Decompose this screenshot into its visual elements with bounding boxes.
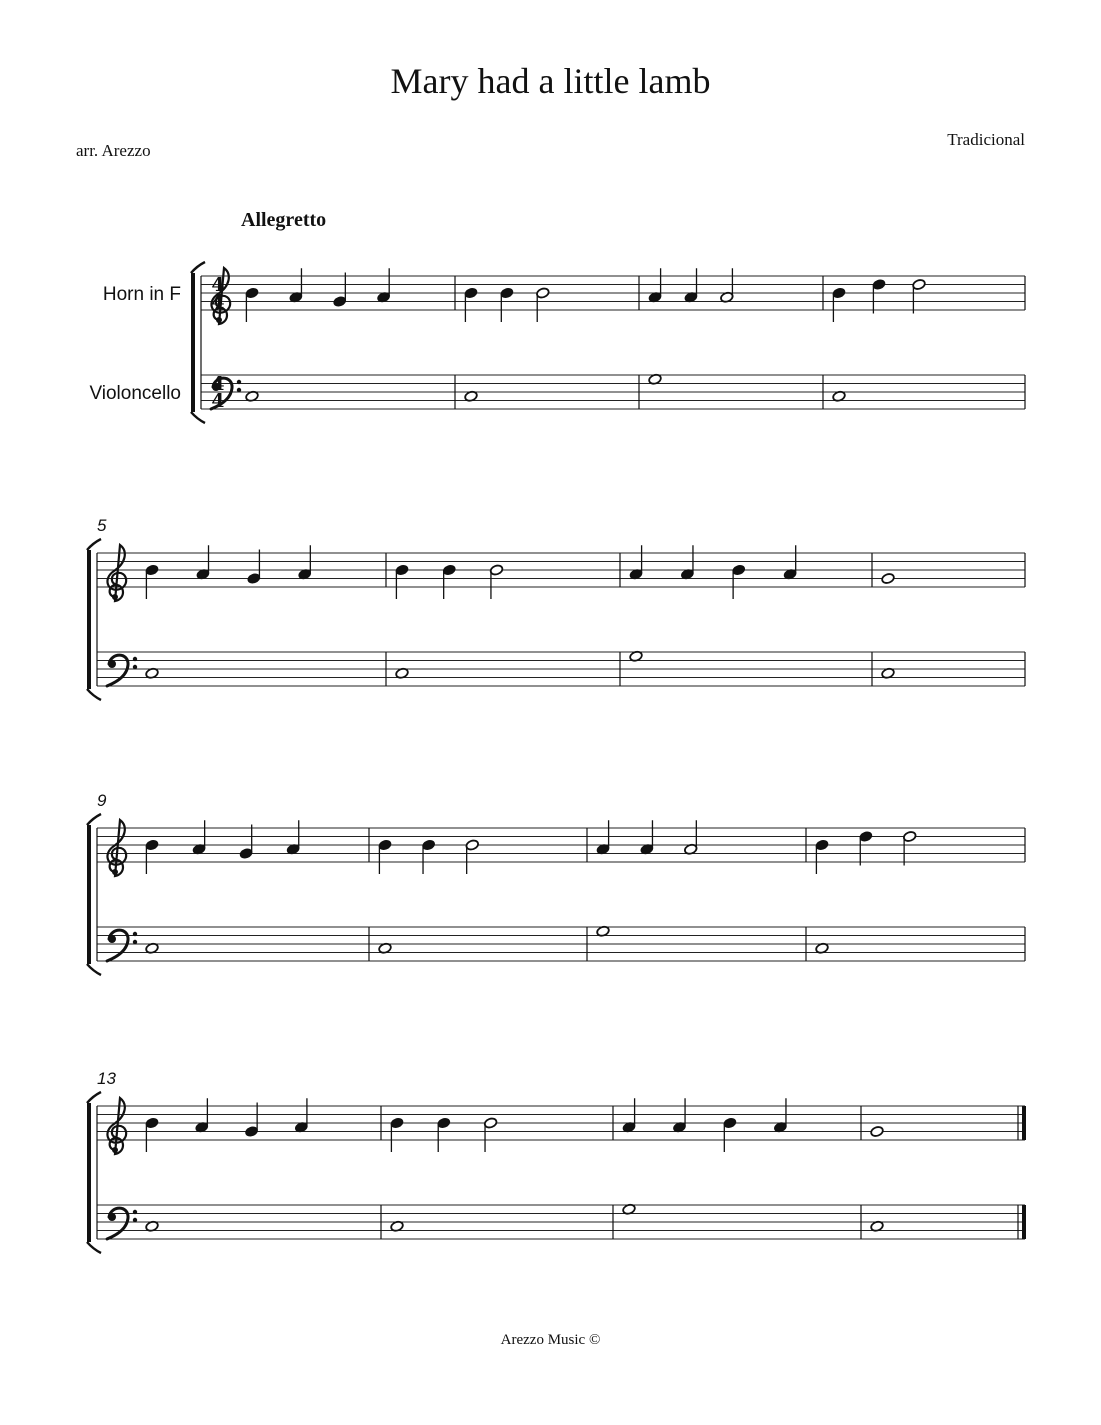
horn-note-A4: [773, 1098, 787, 1133]
horn-note-G4: [244, 1103, 258, 1138]
measure-number: 13: [97, 1069, 116, 1088]
horn-note-A4: [783, 545, 797, 580]
system-3: [87, 791, 1025, 975]
horn-note-G4: [881, 573, 895, 585]
time-signature-denominator: 4: [211, 291, 225, 313]
horn-note-A4: [377, 268, 391, 303]
tempo-marking: Allegretto: [241, 209, 327, 231]
horn-note-B4: [500, 287, 514, 322]
horn-note-B4: [145, 564, 159, 599]
horn-note-B4: [395, 564, 409, 599]
bass-clef-icon: [107, 930, 137, 961]
horn-note-B4: [437, 1117, 451, 1152]
horn-note-G4: [870, 1126, 884, 1138]
horn-note-A4: [720, 268, 734, 303]
horn-note-A4: [298, 545, 312, 580]
horn-note-B4: [464, 287, 478, 322]
horn-note-G4: [247, 550, 261, 585]
system-bracket: [87, 539, 101, 700]
treble-staff: [97, 828, 1025, 862]
measure-number: 9: [97, 791, 107, 810]
horn-note-A4: [672, 1098, 686, 1133]
horn-note-A4: [289, 268, 303, 303]
bass-clef-icon: [107, 655, 137, 686]
instrument-name: Violoncello: [89, 383, 181, 404]
horn-note-B4: [536, 287, 550, 322]
horn-note-D5: [872, 279, 886, 314]
time-signature-numerator: 4: [211, 373, 225, 395]
horn-note-A4: [195, 1098, 209, 1133]
measure-number: 5: [97, 516, 107, 535]
horn-note-B4: [378, 839, 392, 874]
composer: Tradicional: [947, 130, 1025, 149]
system-bracket: [191, 262, 205, 423]
arranger: arr. Arezzo: [76, 141, 151, 160]
treble-staff: [97, 1106, 1025, 1140]
final-barline: [1022, 1106, 1026, 1140]
horn-note-A4: [648, 268, 662, 303]
horn-note-B4: [422, 839, 436, 874]
horn-note-A4: [622, 1098, 636, 1133]
score-title: Mary had a little lamb: [390, 61, 711, 101]
horn-note-D5: [912, 279, 926, 314]
system-1: [89, 262, 1025, 423]
instrument-name: Horn in F: [102, 284, 181, 305]
final-barline: [1022, 1205, 1026, 1239]
horn-note-B4: [145, 1117, 159, 1152]
system-2: [87, 516, 1025, 700]
horn-note-B4: [442, 564, 456, 599]
horn-note-A4: [640, 820, 654, 855]
horn-note-G4: [333, 273, 347, 308]
bass-staff: [97, 927, 1025, 961]
bass-staff: [97, 1205, 1025, 1239]
horn-note-A4: [286, 820, 300, 855]
horn-note-B4: [723, 1117, 737, 1152]
horn-note-B4: [145, 839, 159, 874]
bass-clef-icon: [107, 1208, 137, 1239]
horn-note-B4: [245, 287, 259, 322]
horn-note-A4: [596, 820, 610, 855]
treble-staff: [201, 276, 1025, 310]
horn-note-B4: [390, 1117, 404, 1152]
time-signature-numerator: 4: [211, 274, 225, 296]
horn-note-B4: [832, 287, 846, 322]
horn-note-B4: [465, 839, 479, 874]
horn-note-A4: [684, 268, 698, 303]
system-bracket: [87, 814, 101, 975]
system-4: [87, 1069, 1026, 1253]
horn-note-A4: [196, 545, 210, 580]
horn-note-D5: [859, 831, 873, 866]
horn-note-A4: [294, 1098, 308, 1133]
horn-note-B4: [815, 839, 829, 874]
bass-staff: [201, 375, 1025, 409]
horn-note-A4: [192, 820, 206, 855]
horn-note-A4: [680, 545, 694, 580]
horn-note-B4: [489, 564, 503, 599]
horn-note-B4: [732, 564, 746, 599]
horn-note-G4: [239, 825, 253, 860]
horn-note-D5: [903, 831, 917, 866]
copyright-footer: Arezzo Music ©: [500, 1332, 601, 1348]
system-bracket: [87, 1092, 101, 1253]
time-signature-denominator: 4: [211, 390, 225, 412]
horn-note-A4: [684, 820, 698, 855]
horn-note-A4: [629, 545, 643, 580]
horn-note-B4: [484, 1117, 498, 1152]
